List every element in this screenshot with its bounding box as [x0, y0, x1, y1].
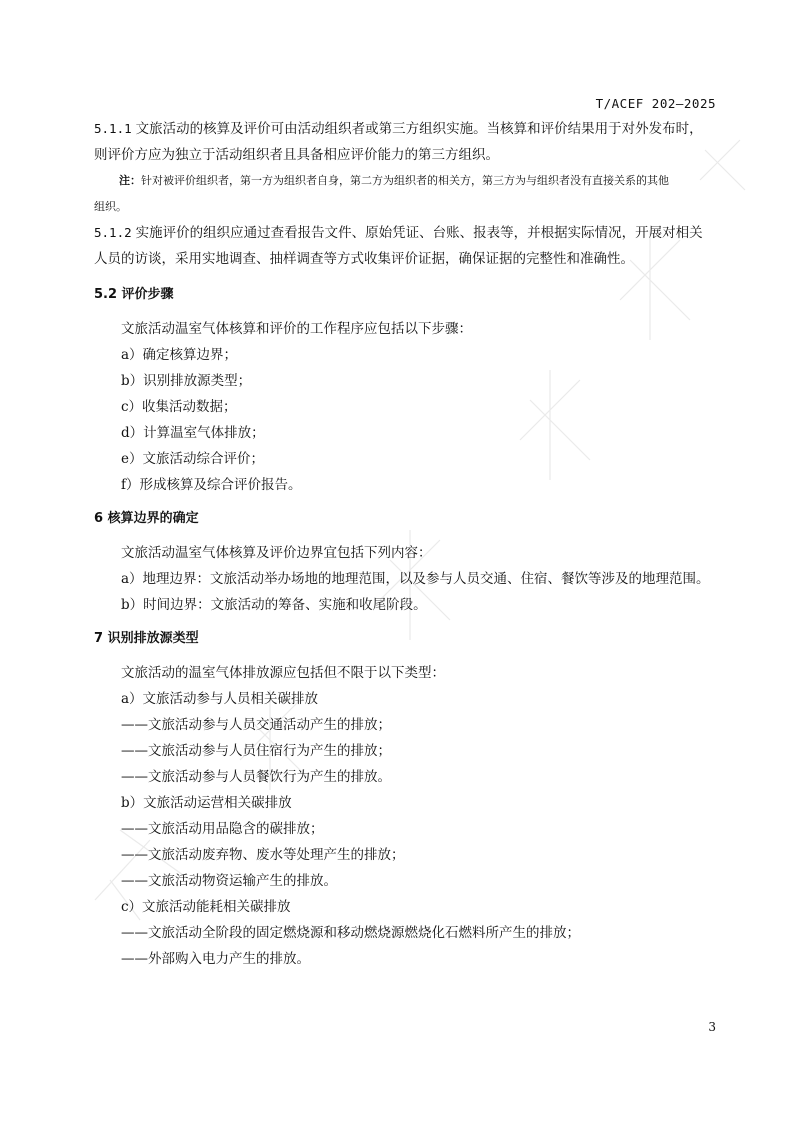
- clause-5-1-1: [94, 116, 720, 168]
- list-item: d）计算温室气体排放；: [121, 425, 265, 441]
- dash-item: ——文旅活动用品隐含的碳排放；: [121, 821, 324, 837]
- note-text-line: 针对被评价组织者，第一方为组织者自身，第二方为组织者的相关方，第三方为与组织者没有直接关系的其他: [141, 174, 669, 187]
- dash-item: ——文旅活动参与人员餐饮行为产生的排放。: [121, 769, 391, 785]
- standard-code: T/ACEF 202—2025: [595, 96, 716, 111]
- page-content: [94, 116, 720, 972]
- dash-item: ——外部购入电力产生的排放。: [121, 951, 310, 967]
- section-intro: 文旅活动温室气体核算及评价边界宜包括下列内容：: [121, 545, 432, 561]
- dash-item: ——文旅活动参与人员交通活动产生的排放；: [121, 717, 391, 733]
- list-item: a）确定核算边界；: [121, 347, 238, 363]
- list-item: a）地理边界：文旅活动举办场地的地理范围，以及参与人员交通、住宿、餐饮等涉及的地理范围。: [121, 571, 710, 587]
- clause-5-1-2: [94, 220, 720, 272]
- note-label: 注：: [119, 174, 141, 187]
- note-text-line: 组织。: [94, 200, 127, 213]
- clause-text-line: 人员的访谈，采用实地调查、抽样调查等方式收集评价证据，确保证据的完整性和准确性。: [94, 251, 634, 267]
- group-title: c）文旅活动能耗相关碳排放: [121, 899, 291, 915]
- page-number: 3: [708, 1020, 716, 1034]
- clause-number: 5.1.1: [94, 121, 132, 136]
- section-heading-5-2: 5.2 评价步骤: [94, 287, 174, 302]
- clause-text-line: 文旅活动的核算及评价可由活动组织者或第三方组织实施。当核算和评价结果用于对外发布时，: [135, 121, 703, 137]
- section-intro: 文旅活动的温室气体排放源应包括但不限于以下类型：: [121, 665, 445, 681]
- list-item: e）文旅活动综合评价；: [121, 451, 264, 467]
- note: [94, 168, 720, 194]
- clause-text-line: 实施评价的组织应通过查看报告文件、原始凭证、台账、报表等，并根据实际情况，开展对相关: [135, 225, 703, 241]
- section-heading-7: 7 识别排放源类型: [94, 631, 199, 646]
- dash-item: ——文旅活动全阶段的固定燃烧源和移动燃烧源燃烧化石燃料所产生的排放；: [121, 925, 580, 941]
- list-item: c）收集活动数据；: [121, 399, 237, 415]
- dash-item: ——文旅活动废弃物、废水等处理产生的排放；: [121, 847, 405, 863]
- dash-item: ——文旅活动物资运输产生的排放。: [121, 873, 337, 889]
- dash-item: ——文旅活动参与人员住宿行为产生的排放；: [121, 743, 391, 759]
- list-item: b）识别排放源类型；: [121, 373, 252, 389]
- list-item: b）时间边界：文旅活动的筹备、实施和收尾阶段。: [121, 597, 427, 613]
- clause-number: 5.1.2: [94, 225, 132, 240]
- clause-text-line: 则评价方应为独立于活动组织者且具备相应评价能力的第三方组织。: [94, 147, 499, 163]
- group-title: b）文旅活动运营相关碳排放: [121, 795, 292, 811]
- group-title: a）文旅活动参与人员相关碳排放: [121, 691, 319, 707]
- section-heading-6: 6 核算边界的确定: [94, 511, 199, 526]
- list-item: f）形成核算及综合评价报告。: [121, 477, 302, 493]
- section-intro: 文旅活动温室气体核算和评价的工作程序应包括以下步骤：: [121, 321, 472, 337]
